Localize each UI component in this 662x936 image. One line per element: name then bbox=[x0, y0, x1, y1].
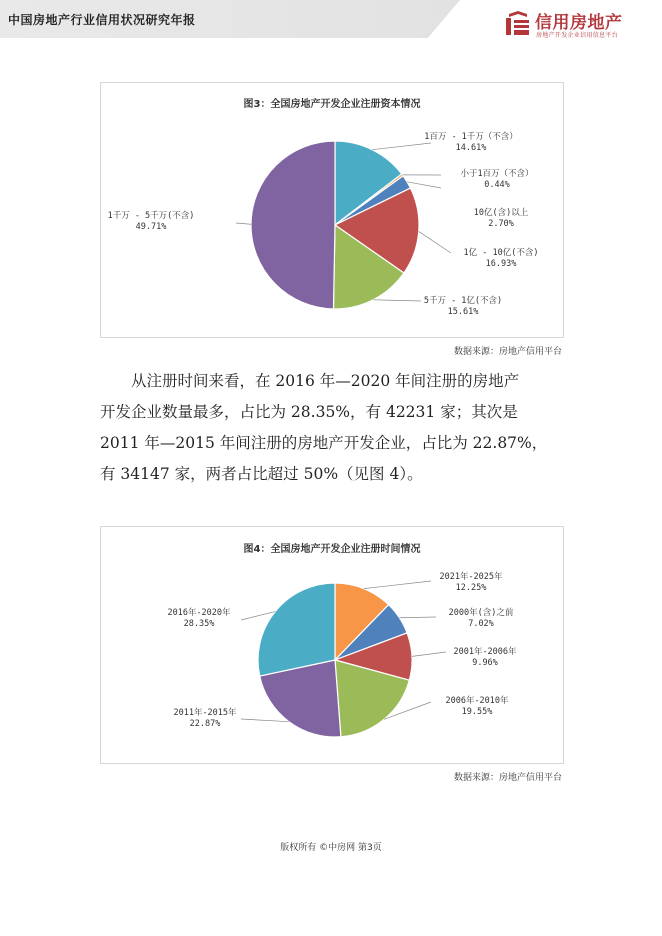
chart-source: 数据来源：房地产信用平台 bbox=[453, 773, 562, 783]
slice-label: 2021年-2025年 bbox=[439, 572, 503, 582]
leader-line bbox=[373, 300, 421, 301]
slice-label: 小于1百万（不含） bbox=[460, 169, 534, 179]
pie-slice bbox=[251, 141, 335, 309]
slice-value-label: 14.61% bbox=[455, 143, 487, 153]
slice-value-label: 49.71% bbox=[135, 222, 167, 232]
slice-value-label: 16.93% bbox=[485, 259, 517, 269]
slice-value-label: 7.02% bbox=[468, 619, 494, 629]
leader-line bbox=[407, 182, 441, 188]
pie-chart-capital bbox=[101, 83, 563, 337]
slice-label: 2016年-2020年 bbox=[167, 608, 231, 618]
slice-label: 1千万 - 5千万(不含) bbox=[107, 211, 195, 221]
slice-label: 10亿(含)以上 bbox=[473, 208, 529, 218]
slice-value-label: 12.25% bbox=[455, 583, 487, 593]
body-paragraph bbox=[100, 366, 562, 490]
pie-slice bbox=[258, 583, 335, 676]
leader-line bbox=[412, 652, 446, 656]
leader-line bbox=[372, 143, 431, 150]
leader-line bbox=[364, 581, 431, 589]
page-header bbox=[0, 0, 662, 38]
logo-subtitle: 房地产开发企业信用信息平台 bbox=[536, 32, 618, 39]
slice-value-label: 19.55% bbox=[461, 707, 493, 717]
slice-value-label: 22.87% bbox=[189, 719, 221, 729]
chart-title: 图3：全国房地产开发企业注册资本情况 bbox=[243, 99, 421, 110]
chart-registered-capital bbox=[100, 82, 564, 338]
paragraph-line: 有 34147 家，两者占比超过 50%（见图 4）。 bbox=[100, 465, 423, 483]
paragraph-line: 从注册时间来看，在 2016 年—2020 年间注册的房地产 bbox=[131, 372, 520, 390]
chart-registration-time bbox=[100, 526, 564, 764]
slice-label: 1百万 - 1千万（不含） bbox=[424, 132, 518, 142]
slice-label: 1亿 - 10亿(不含) bbox=[463, 248, 539, 258]
leader-line bbox=[419, 231, 451, 253]
chart-title: 图4：全国房地产开发企业注册时间情况 bbox=[243, 544, 421, 555]
page-footer: 版权所有 ©中房网 第3页 bbox=[280, 843, 382, 853]
leader-line bbox=[236, 223, 251, 224]
logo-name: 信用房地产 bbox=[535, 13, 623, 33]
brand-logo bbox=[505, 7, 655, 37]
logo-icon bbox=[505, 10, 531, 36]
slice-value-label: 9.96% bbox=[472, 658, 498, 668]
leader-line bbox=[399, 617, 436, 618]
slice-label: 2001年-2006年 bbox=[453, 647, 517, 657]
pie-chart-time bbox=[101, 527, 563, 763]
chart-source: 数据来源：房地产信用平台 bbox=[453, 347, 562, 357]
slice-label: 2000年(含)之前 bbox=[448, 608, 514, 618]
slice-value-label: 28.35% bbox=[183, 619, 215, 629]
report-title: 中国房地产行业信用状况研究年报 bbox=[8, 13, 196, 27]
paragraph-line: 开发企业数量最多，占比为 28.35%，有 42231 家；其次是 bbox=[100, 403, 518, 421]
slice-label: 2006年-2010年 bbox=[445, 696, 509, 706]
slice-label: 5千万 - 1亿(不含) bbox=[423, 296, 503, 306]
paragraph-line: 2011 年—2015 年间注册的房地产开发企业，占比为 22.87%， bbox=[100, 434, 548, 452]
leader-line bbox=[241, 719, 289, 722]
slice-value-label: 2.70% bbox=[488, 219, 514, 229]
slice-label: 2011年-2015年 bbox=[173, 708, 237, 718]
slice-value-label: 15.61% bbox=[447, 307, 479, 317]
slice-value-label: 0.44% bbox=[484, 180, 510, 190]
